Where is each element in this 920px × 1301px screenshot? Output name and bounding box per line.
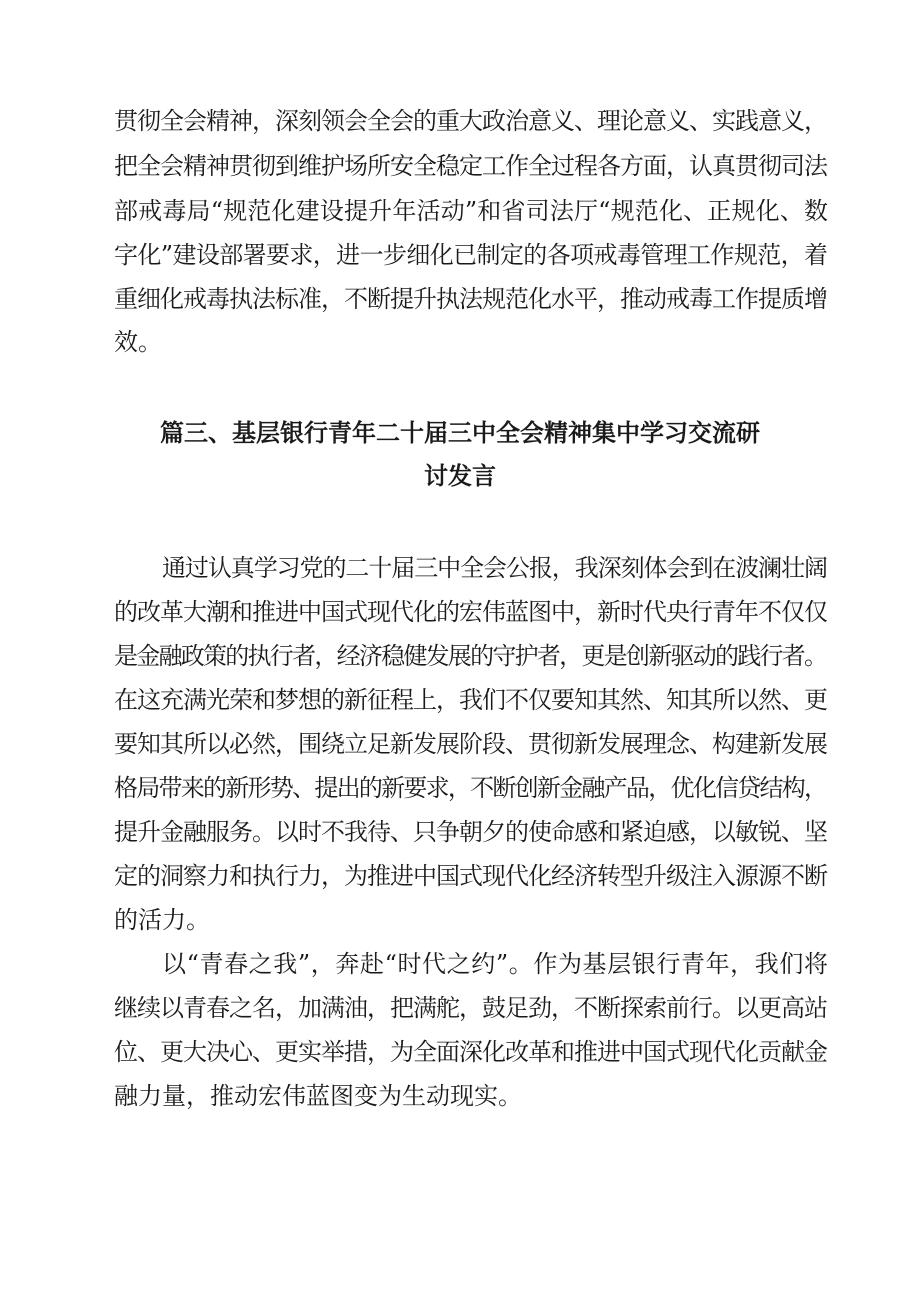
text-line: 定的洞察力和执行力，为推进中国式现代化经济转型升级注入源源不断	[114, 862, 827, 890]
text-line: 重细化戒毒执法标准，不断提升执法规范化水平，推动戒毒工作提质增	[114, 285, 827, 313]
section-title-line-1: 篇三、基层银行青年二十届三中全会精神集中学习交流研	[160, 419, 760, 447]
text-line: 在这充满光荣和梦想的新征程上，我们不仅要知其然、知其所以然、更	[114, 686, 827, 714]
text-line: 把全会精神贯彻到维护场所安全稳定工作全过程各方面，认真贯彻司法	[114, 152, 827, 180]
text-line: 以“青春之我”，奔赴“时代之约”。作为基层银行青年，我们将	[162, 950, 829, 978]
text-line: 要知其所以必然，围绕立足新发展阶段、贯彻新发展理念、构建新发展	[114, 730, 827, 758]
section-title-line-2: 讨发言	[424, 462, 496, 490]
text-line: 融力量，推动宏伟蓝图变为生动现实。	[114, 1082, 522, 1110]
text-line: 效。	[114, 328, 162, 356]
text-line: 位、更大决心、更实举措，为全面深化改革和推进中国式现代化贡献金	[114, 1038, 827, 1066]
text-line: 的活力。	[114, 906, 210, 934]
text-line: 贯彻全会精神，深刻领会全会的重大政治意义、理论意义、实践意义，	[114, 107, 827, 135]
text-line: 的改革大潮和推进中国式现代化的宏伟蓝图中，新时代央行青年不仅仅	[114, 598, 827, 626]
text-line: 继续以青春之名，加满油，把满舵，鼓足劲，不断探索前行。以更高站	[114, 994, 827, 1022]
text-line: 字化”建设部署要求，进一步细化已制定的各项戒毒管理工作规范，着	[114, 241, 828, 269]
text-line: 部戒毒局“规范化建设提升年活动”和省司法厅“规范化、正规化、数	[114, 197, 829, 225]
text-line: 格局带来的新形势、提出的新要求，不断创新金融产品，优化信贷结构，	[114, 774, 827, 802]
text-line: 提升金融服务。以时不我待、只争朝夕的使命感和紧迫感，以敏锐、坚	[114, 818, 827, 846]
text-line: 通过认真学习党的二十届三中全会公报，我深刻体会到在波澜壮阔	[162, 554, 827, 582]
text-line: 是金融政策的执行者，经济稳健发展的守护者，更是创新驱动的践行者。	[114, 642, 827, 670]
